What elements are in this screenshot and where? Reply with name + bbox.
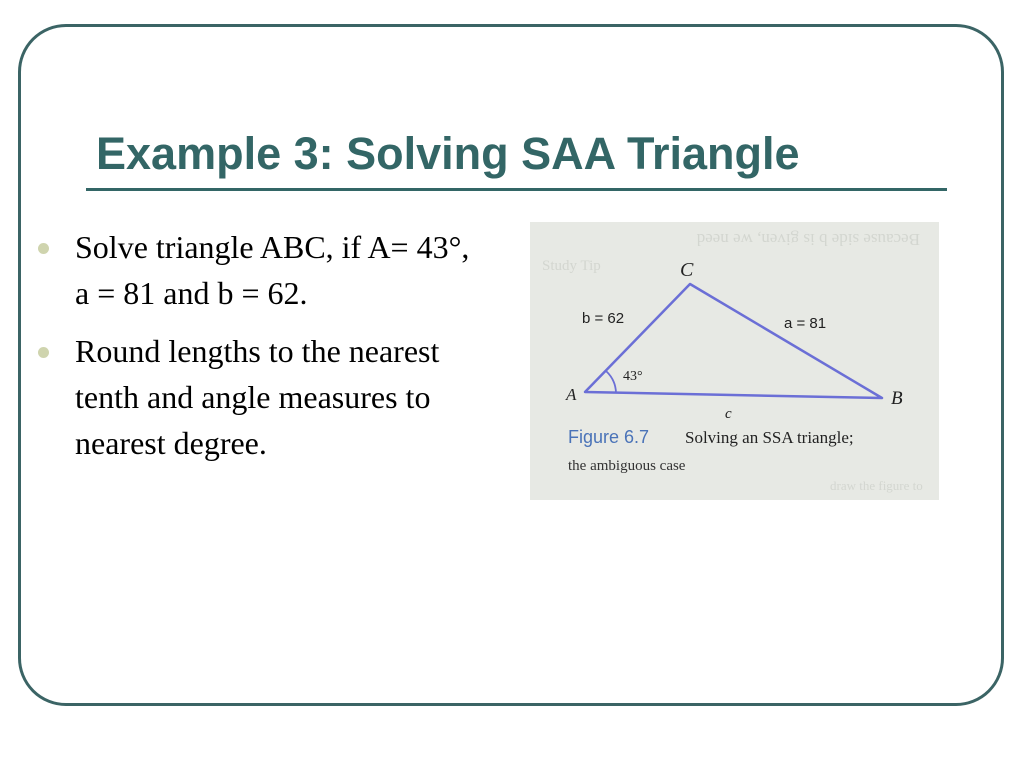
bullet-dot-icon bbox=[38, 347, 49, 358]
bullet-text: Round lengths to the nearest tenth and angle measures to nearest degree. bbox=[75, 333, 440, 461]
figure-caption-text-2: the ambiguous case bbox=[568, 458, 686, 474]
angle-arc bbox=[606, 371, 616, 393]
vertex-label-c: C bbox=[680, 259, 694, 281]
side-label-c: c bbox=[725, 406, 732, 422]
bullet-text: Solve triangle ABC, if A= 43°, a = 81 and b = 62. bbox=[75, 229, 470, 311]
bullet-dot-icon bbox=[38, 243, 49, 254]
background-scan-text: Because side b is given, we need bbox=[696, 230, 920, 249]
background-scan-text: draw the figure to bbox=[830, 478, 923, 493]
triangle-figure-svg bbox=[530, 222, 939, 500]
title-underline bbox=[86, 188, 947, 191]
figure-caption-text: Solving an SSA triangle; bbox=[685, 428, 854, 447]
triangle-figure bbox=[530, 222, 939, 500]
bullet-item bbox=[38, 328, 488, 466]
bullet-item bbox=[38, 224, 488, 316]
background-scan-text: Study Tip bbox=[542, 258, 601, 274]
side-label-a: a = 81 bbox=[784, 315, 827, 332]
vertex-label-b: B bbox=[891, 388, 903, 409]
bullet-list bbox=[38, 224, 488, 478]
slide-title: Example 3: Solving SAA Triangle bbox=[96, 128, 800, 179]
side-label-b: b = 62 bbox=[582, 310, 625, 327]
vertex-label-a: A bbox=[566, 385, 577, 404]
angle-label: 43° bbox=[623, 369, 643, 384]
figure-caption-number: Figure 6.7 bbox=[568, 427, 650, 447]
